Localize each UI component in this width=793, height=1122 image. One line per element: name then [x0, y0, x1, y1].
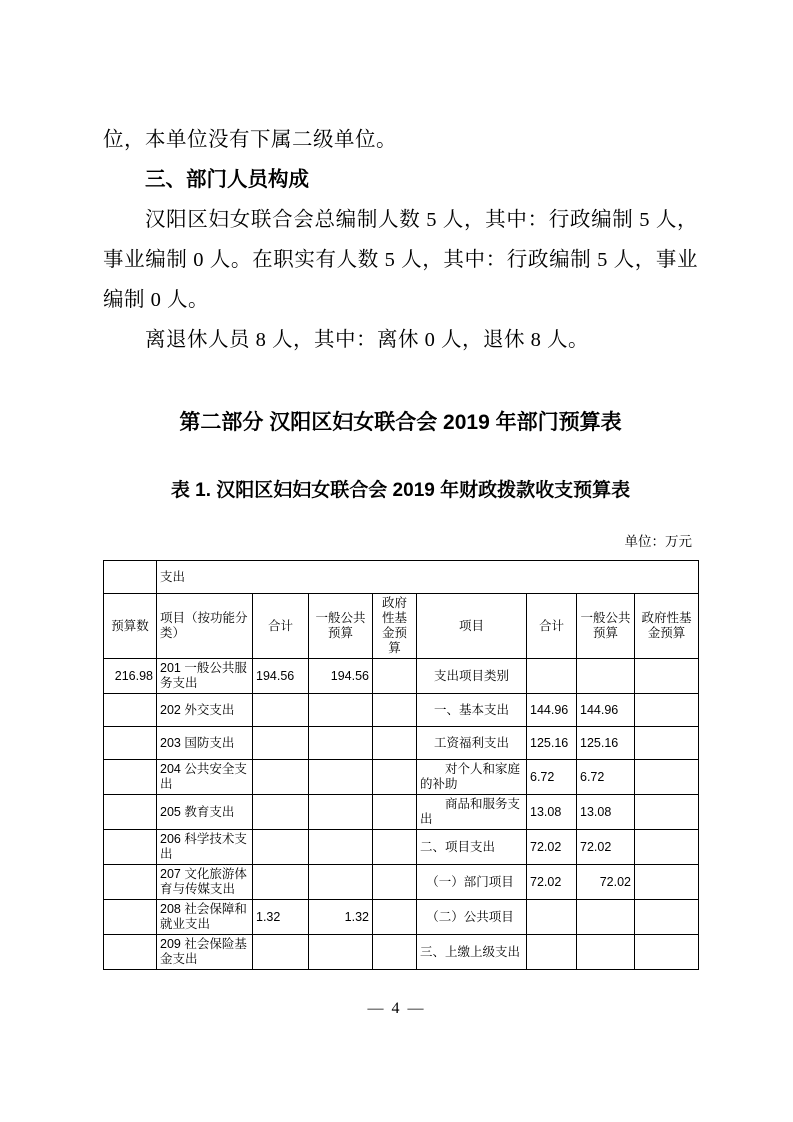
- table-row: [104, 694, 699, 727]
- cell-func-item: 206 科学技术支出: [157, 830, 253, 865]
- part-two-heading: 第二部分 汉阳区妇女联合会 2019 年部门预算表: [179, 411, 622, 434]
- cell-right-fund: [635, 727, 699, 760]
- cell-right-item: 支出项目类别: [417, 659, 527, 694]
- cell-budget-total: [104, 935, 157, 970]
- cell-left-fund: [373, 830, 417, 865]
- cell-left-total: [253, 865, 309, 900]
- table-row: [104, 727, 699, 760]
- cell-right-general: 125.16: [577, 727, 635, 760]
- cell-right-item: 工资福利支出: [417, 727, 527, 760]
- table-row: [104, 760, 699, 795]
- cell-right-general: [577, 659, 635, 694]
- cell-left-general: [309, 727, 373, 760]
- cell-right-general: [577, 900, 635, 935]
- cell-func-item: 202 外交支出: [157, 694, 253, 727]
- cell-func-item: 209 社会保险基金支出: [157, 935, 253, 970]
- cell-right-fund: [635, 694, 699, 727]
- cell-right-general: 6.72: [577, 760, 635, 795]
- cell-left-fund: [373, 760, 417, 795]
- cell-left-fund: [373, 900, 417, 935]
- cell-func-item: 207 文化旅游体育与传媒支出: [157, 865, 253, 900]
- cell-right-general: 72.02: [577, 865, 635, 900]
- paragraph-continuation: 位，本单位没有下属二级单位。: [103, 129, 397, 151]
- header-gov-fund-left: 政府性基金预算: [373, 594, 417, 659]
- table-row: [104, 795, 699, 830]
- body-paragraph-staffing: 汉阳区妇女联合会总编制人数 5 人，其中：行政编制 5 人，事业编制 0 人。在职实有人数 5 人，其中：行政编制 5 人，事业编制 0 人。: [103, 209, 698, 311]
- cell-right-fund: [635, 795, 699, 830]
- header-general-public-left: 一般公共预算: [309, 594, 373, 659]
- cell-budget-total: [104, 830, 157, 865]
- cell-left-fund: [373, 795, 417, 830]
- cell-right-item: （二）公共项目: [417, 900, 527, 935]
- cell-budget-total: [104, 760, 157, 795]
- cell-right-general: 13.08: [577, 795, 635, 830]
- cell-left-total: [253, 795, 309, 830]
- cell-right-fund: [635, 659, 699, 694]
- cell-budget-total: 216.98: [104, 659, 157, 694]
- cell-left-total: [253, 694, 309, 727]
- cell-func-item: 203 国防支出: [157, 727, 253, 760]
- page-content: [103, 120, 698, 970]
- cell-left-general: [309, 795, 373, 830]
- section-heading-three: 三、部门人员构成: [145, 168, 309, 191]
- cell-left-fund: [373, 727, 417, 760]
- header-expenditure-label: 支出: [157, 561, 699, 594]
- cell-left-general: [309, 865, 373, 900]
- table-row: [104, 900, 699, 935]
- table-row: [104, 830, 699, 865]
- cell-left-fund: [373, 659, 417, 694]
- cell-right-item: （一）部门项目: [417, 865, 527, 900]
- body-paragraph-retirees: 离退休人员 8 人，其中：离休 0 人，退休 8 人。: [145, 329, 589, 351]
- cell-right-total: 125.16: [527, 727, 577, 760]
- cell-right-fund: [635, 865, 699, 900]
- table-row: [104, 659, 699, 694]
- cell-right-item: 二、项目支出: [417, 830, 527, 865]
- cell-func-item: 205 教育支出: [157, 795, 253, 830]
- cell-left-total: [253, 727, 309, 760]
- cell-left-total: [253, 935, 309, 970]
- cell-budget-total: [104, 694, 157, 727]
- cell-right-item: 商品和服务支出: [417, 795, 527, 830]
- cell-right-fund: [635, 935, 699, 970]
- cell-right-item: 三、上缴上级支出: [417, 935, 527, 970]
- cell-right-total: 72.02: [527, 865, 577, 900]
- header-item-by-function: 项目（按功能分类）: [157, 594, 253, 659]
- cell-left-general: [309, 830, 373, 865]
- header-subtotal-left: 合计: [253, 594, 309, 659]
- cell-right-total: [527, 900, 577, 935]
- cell-func-item: 208 社会保障和就业支出: [157, 900, 253, 935]
- cell-right-general: [577, 935, 635, 970]
- cell-right-fund: [635, 830, 699, 865]
- cell-right-total: [527, 935, 577, 970]
- cell-right-general: 72.02: [577, 830, 635, 865]
- cell-func-item: 204 公共安全支出: [157, 760, 253, 795]
- cell-left-fund: [373, 694, 417, 727]
- header-subtotal-right: 合计: [527, 594, 577, 659]
- spacer-before-part-heading: [103, 360, 698, 406]
- cell-right-total: 144.96: [527, 694, 577, 727]
- cell-left-general: 194.56: [309, 659, 373, 694]
- cell-right-total: 13.08: [527, 795, 577, 830]
- cell-right-fund: [635, 760, 699, 795]
- header-blank-cell: [104, 561, 157, 594]
- budget-table: [103, 560, 699, 970]
- table-header-row: [104, 594, 699, 659]
- header-general-public-right: 一般公共预算: [577, 594, 635, 659]
- cell-right-fund: [635, 900, 699, 935]
- table-row: [104, 935, 699, 970]
- cell-right-item: 对个人和家庭的补助: [417, 760, 527, 795]
- cell-budget-total: [104, 900, 157, 935]
- cell-left-fund: [373, 935, 417, 970]
- page-number: — 4 —: [367, 1000, 426, 1017]
- cell-right-item: 一、基本支出: [417, 694, 527, 727]
- cell-budget-total: [104, 727, 157, 760]
- cell-left-total: 194.56: [253, 659, 309, 694]
- spacer-before-table-heading: [103, 440, 698, 476]
- cell-left-total: 1.32: [253, 900, 309, 935]
- cell-left-general: [309, 935, 373, 970]
- table-row: [104, 865, 699, 900]
- header-gov-fund-right: 政府性基金预算: [635, 594, 699, 659]
- cell-left-general: 1.32: [309, 900, 373, 935]
- spacer-before-unit-note: [103, 506, 698, 532]
- cell-right-total: 72.02: [527, 830, 577, 865]
- cell-left-total: [253, 760, 309, 795]
- cell-left-general: [309, 694, 373, 727]
- cell-left-general: [309, 760, 373, 795]
- cell-right-general: 144.96: [577, 694, 635, 727]
- cell-func-item: 201 一般公共服务支出: [157, 659, 253, 694]
- cell-right-total: 6.72: [527, 760, 577, 795]
- header-budget-total: 预算数: [104, 594, 157, 659]
- cell-budget-total: [104, 865, 157, 900]
- table-header-top-row: [104, 561, 699, 594]
- header-item-right: 项目: [417, 594, 527, 659]
- cell-left-fund: [373, 865, 417, 900]
- cell-budget-total: [104, 795, 157, 830]
- table-one-heading: 表 1. 汉阳区妇妇女联合会 2019 年财政拨款收支预算表: [170, 480, 631, 501]
- cell-left-total: [253, 830, 309, 865]
- unit-note: 单位：万元: [624, 534, 692, 549]
- cell-right-total: [527, 659, 577, 694]
